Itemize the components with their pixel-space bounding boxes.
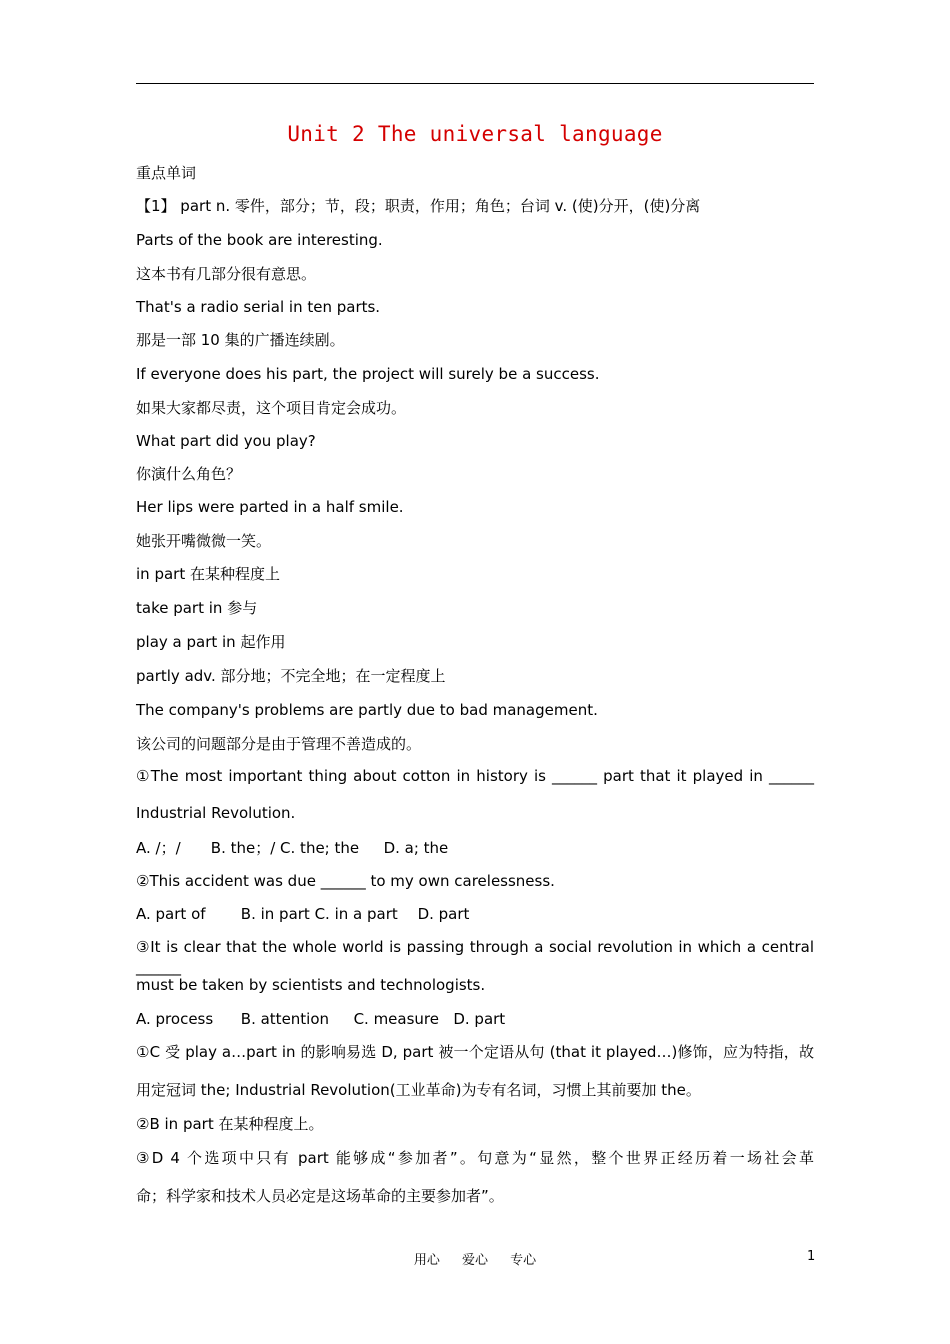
- option: A. process: [136, 1010, 214, 1028]
- answer-3-cont: 命；科学家和技术人员必定是这场革命的主要参加者”。: [136, 1187, 504, 1205]
- answer-2: ②B in part 在某种程度上。: [136, 1115, 324, 1133]
- question-3-options: [136, 1009, 814, 1029]
- question-3-cont: must be taken by scientists and technologists.: [136, 976, 486, 994]
- answer-1: ①C 受 play a…part in 的影响易选 D, part 被一个定语从句 (that it played…)修饰，应为特指，故: [136, 1043, 814, 1061]
- answer-3: ③D 4 个选项中只有 part 能够成“参加者”。句意为“显然，整个世界正经历着一场社会革: [136, 1149, 814, 1167]
- option: A. /；/: [136, 839, 181, 857]
- option: D. part: [453, 1010, 506, 1028]
- example-line: play a part in 起作用: [136, 633, 286, 651]
- option: A. part of: [136, 905, 206, 923]
- footer-item: 专心: [510, 1253, 537, 1268]
- footer-item: 用心: [413, 1253, 440, 1268]
- footer-item: 爱心: [461, 1253, 488, 1268]
- example-line: 该公司的问题部分是由于管理不善造成的。: [136, 735, 422, 753]
- option: B. in part C. in a part: [240, 905, 398, 923]
- example-line: 这本书有几部分很有意思。: [136, 265, 317, 283]
- option: B. attention: [240, 1010, 330, 1028]
- example-line: in part 在某种程度上: [136, 565, 280, 583]
- example-line: What part did you play?: [136, 432, 316, 450]
- entry-header: 【1】 part n. 零件，部分；节，段；职责，作用；角色；台词 v. (使)分开，(使)分离: [136, 197, 701, 215]
- question-1: ①The most important thing about cotton in history is ______ part that it played in ______: [136, 767, 814, 785]
- example-line: take part in 参与: [136, 599, 258, 617]
- question-1-cont: Industrial Revolution.: [136, 804, 296, 822]
- example-line: partly adv. 部分地；不完全地；在一定程度上: [136, 667, 446, 685]
- page-number: 1: [807, 1249, 816, 1264]
- example-line: 你演什么角色？: [136, 465, 242, 483]
- question-1-options: [136, 838, 814, 858]
- question-2-options: [136, 904, 814, 924]
- option: C. measure: [353, 1010, 439, 1028]
- example-line: Her lips were parted in a half smile.: [136, 498, 404, 516]
- option: B. the；/ C. the; the: [210, 839, 360, 857]
- example-line: 那是一部 10 集的广播连续剧。: [136, 331, 345, 349]
- example-line: The company's problems are partly due to bad management.: [136, 701, 598, 719]
- option: D. a; the: [383, 839, 449, 857]
- answer-1-cont: 用定冠词 the; Industrial Revolution(工业革命)为专有名词，习惯上其前要加 the。: [136, 1081, 701, 1099]
- example-line: Parts of the book are interesting.: [136, 231, 383, 249]
- question-2: ②This accident was due ______ to my own carelessness.: [136, 872, 555, 890]
- example-line: 如果大家都尽责，这个项目肯定会成功。: [136, 399, 407, 417]
- example-line: 她张开嘴微微一笑。: [136, 532, 272, 550]
- option: D. part: [417, 905, 470, 923]
- header-rule: [136, 83, 814, 84]
- example-line: If everyone does his part, the project will surely be a success.: [136, 365, 600, 383]
- example-line: That's a radio serial in ten parts.: [136, 298, 381, 316]
- unit-title: Unit 2 The universal language: [287, 122, 663, 146]
- question-3: ③It is clear that the whole world is passing through a social revolution in which a central ______: [136, 938, 814, 976]
- section-heading: 重点单词: [136, 164, 197, 182]
